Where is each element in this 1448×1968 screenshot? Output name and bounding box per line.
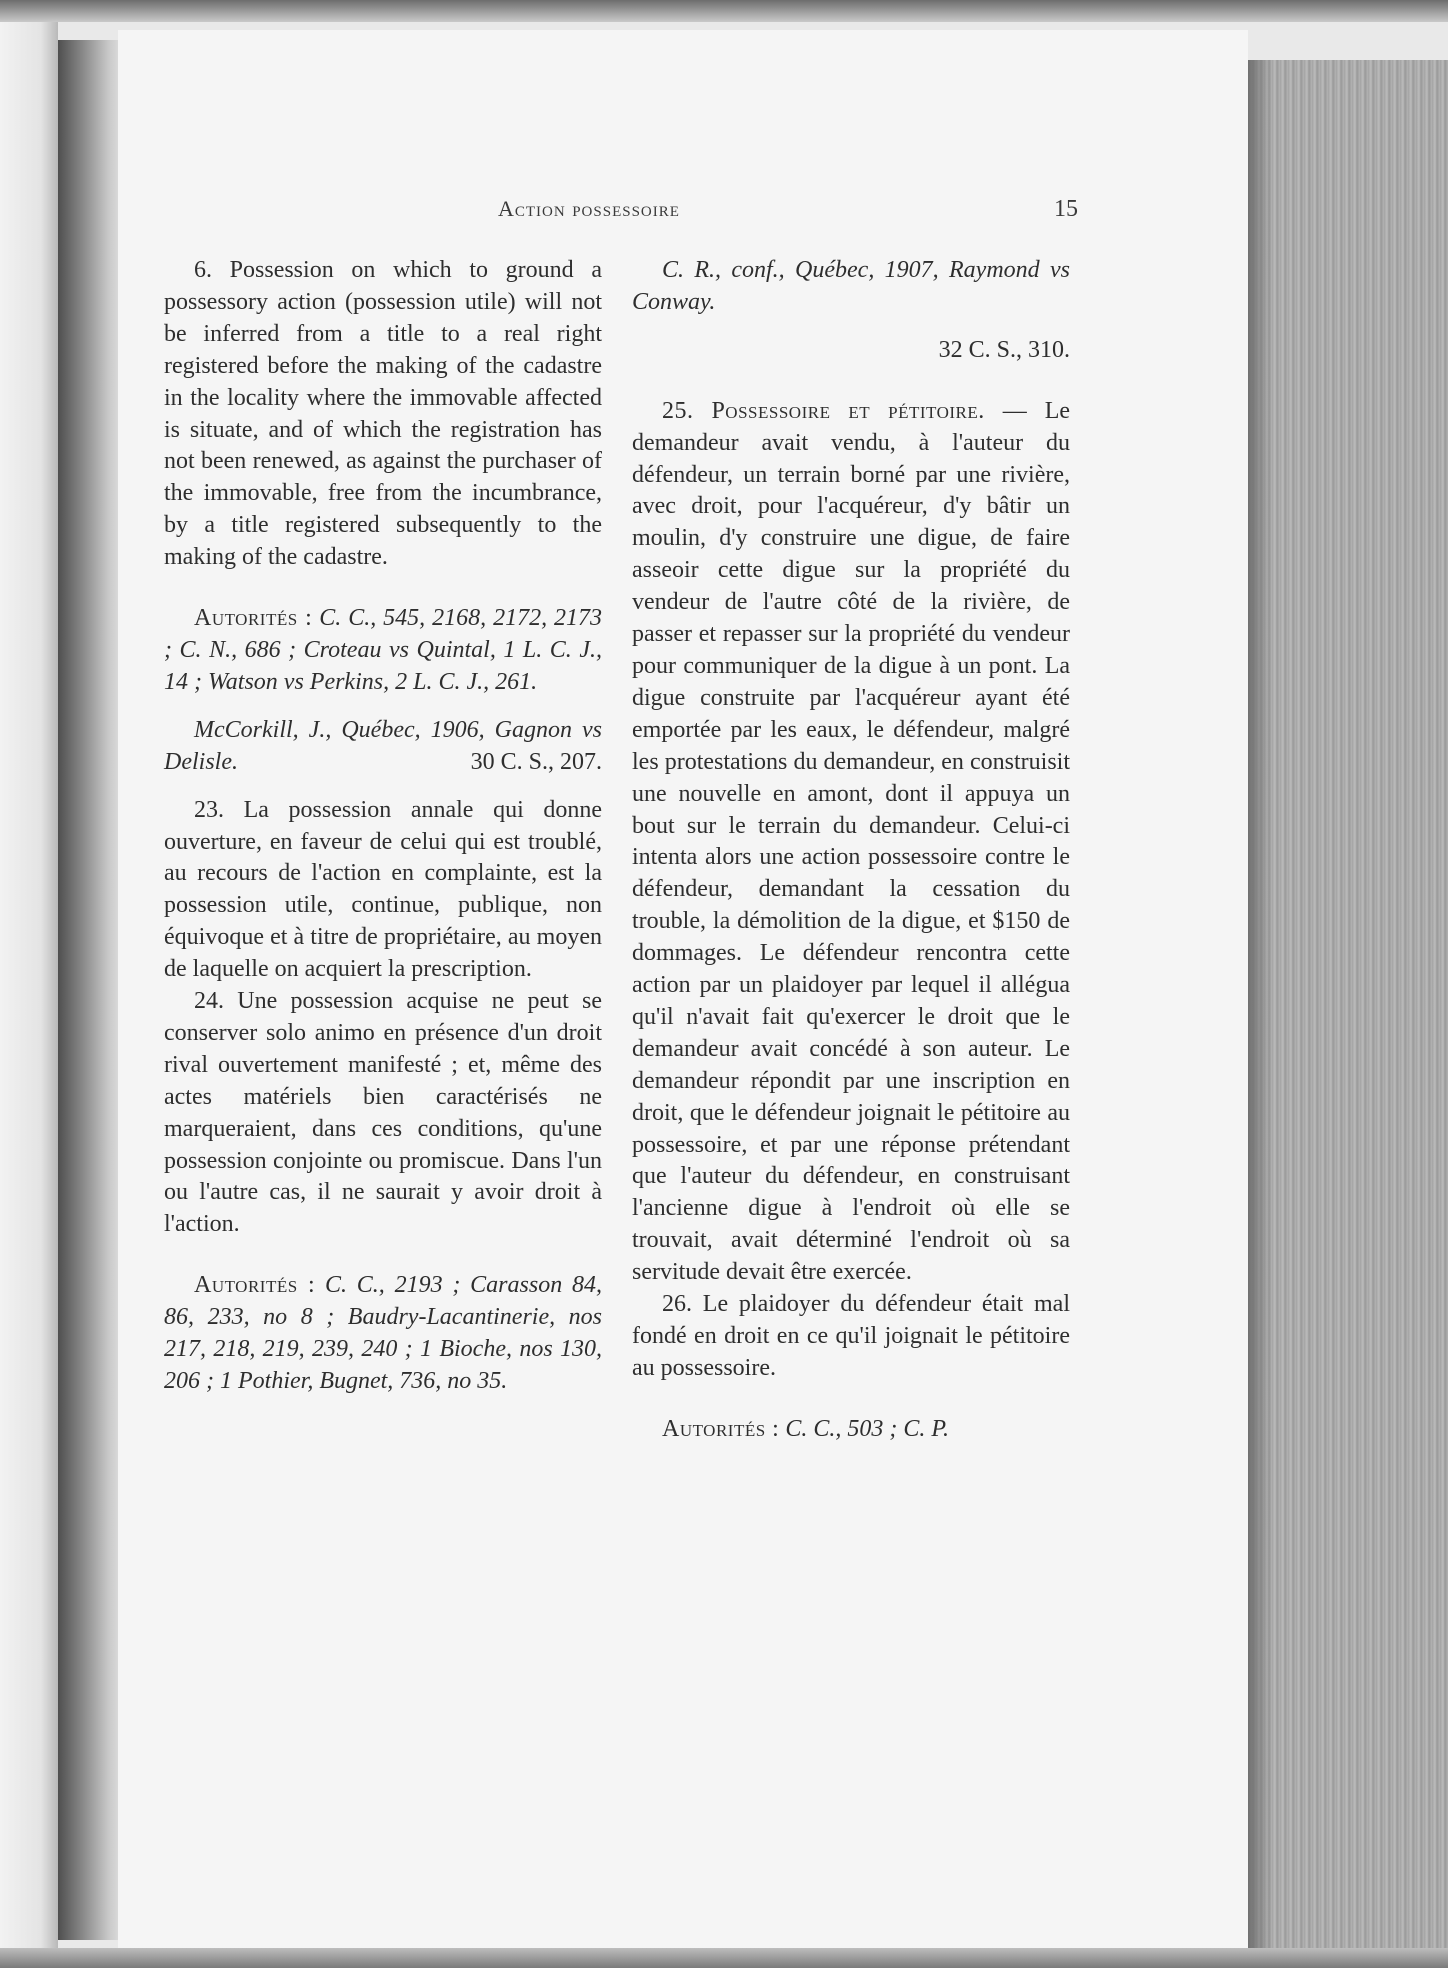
facing-page-edge: [0, 22, 58, 1948]
page-stack-edge: [1248, 60, 1448, 1948]
left-column: [164, 255, 602, 1398]
case-citation-2: C. R., conf., Québec, 1907, Raymond vs Conway.: [632, 257, 1070, 315]
case-reference: 30 C. S., 207.: [470, 748, 602, 775]
paragraph-23: 23. La possession annale qui donne ouverture, en faveur de celui qui est troublé, au recours de l'action en complainte, est la possession utile, continue, publique, non équivoque et à titre de propriétaire, au moyen de laquelle on acquiert la prescription.: [164, 796, 602, 983]
right-column: [632, 255, 1070, 1446]
authorities-text: C. C., 503 ; C. P.: [785, 1415, 949, 1442]
authorities-label: Autorités :: [194, 1272, 316, 1299]
authorities-label: Autorités :: [662, 1415, 780, 1442]
authorities-label: Autorités :: [194, 605, 313, 632]
paragraph-25: [632, 396, 1070, 1289]
paragraph-24: 24. Une possession acquise ne peut se conserver solo animo en présence d'un droit rival ouvertement manifesté ; et, même des actes matériels bien caractérisés ne marqueraient, dans ces conditions, qu'une possession conjointe ou promiscue. Dans l'un ou l'autre cas, il ne saurait y avoir droit à l'action.: [164, 988, 602, 1238]
case-name: McCorkill, J., Québec, 1906, Gagnon vs Delisle.: [164, 716, 602, 775]
authorities-1: [164, 603, 602, 699]
top-shadow: [0, 0, 1448, 22]
running-title: Action possessoire: [498, 196, 680, 221]
case-reference-2: 32 C. S., 310.: [938, 336, 1070, 363]
paragraph-25-heading: 25. Possessoire et pétitoire. —: [662, 397, 1028, 424]
authorities-text: C. C., 545, 2168, 2172, 2173 ; C. N., 686 ; Croteau vs Quintal, 1 L. C. J., 14 ; Watson vs Perkins, 2 L. C. J., 261.: [164, 605, 603, 695]
paragraph-25-body: Le demandeur avait vendu, à l'auteur du défendeur, un terrain borné par une rivière, avec droit, pour l'acquéreur, d'y bâtir un moulin, d'y construire une digue, de faire asseoir cette digue sur la propriété du vendeur de l'autre côté de la rivière, de passer et repasser sur la propriété du vendeur pour communiquer de la digue à un pont. La digue construite par l'acquéreur ayant été emportée par les eaux, le défendeur, malgré les protestations du demandeur, en construisit une nouvelle en amont, dont il appuya un bout sur le terrain du demandeur. Celui-ci intenta alors une action possessoire contre le défendeur, demandant la cessation du trouble, la démolition de la digue, et $150 de dommages. Le défendeur rencontra cette action par un plaidoyer par lequel il allégua qu'il n'avait fait qu'exercer le droit que le demandeur avait concédé à son auteur. Le demandeur répondit par une inscription en droit, que le défendeur joignait le pétitoire au possessoire, et par une réponse prétendant que l'auteur du défendeur, en construisant l'ancienne digue à l'endroit où elle se trouvait, avait déterminé l'endroit où sa servitude devait être exercée.: [632, 397, 1070, 1286]
authorities-3: [632, 1414, 1070, 1446]
page-number: 15: [1054, 196, 1078, 222]
running-head: [498, 196, 1098, 232]
authorities-text: C. C., 2193 ; Carasson 84, 86, 233, no 8 ; Baudry-Lacantinerie, nos 217, 218, 219, 239, 240 ; 1 Bioche, nos 130, 206 ; 1 Pothier, Bugnet, 736, no 35.: [164, 1272, 602, 1394]
bottom-edge: [0, 1948, 1448, 1968]
paragraph-6: 6. Possession on which to ground a possessory action (possession utile) will not be inferred from a title to a real right registered before the making of the cadastre in the locality where the immovable affected is situate, and of which the registration has not been renewed, as against the purchaser of the immovable, free from the incumbrance, by a title registered subsequently to the making of the cadastre.: [164, 257, 602, 571]
authorities-2: [164, 1270, 602, 1398]
paragraph-26: 26. Le plaidoyer du défendeur était mal fondé en droit en ce qu'il joignait le pétitoire au possessoire.: [632, 1291, 1070, 1381]
case-citation-1: [164, 715, 602, 779]
